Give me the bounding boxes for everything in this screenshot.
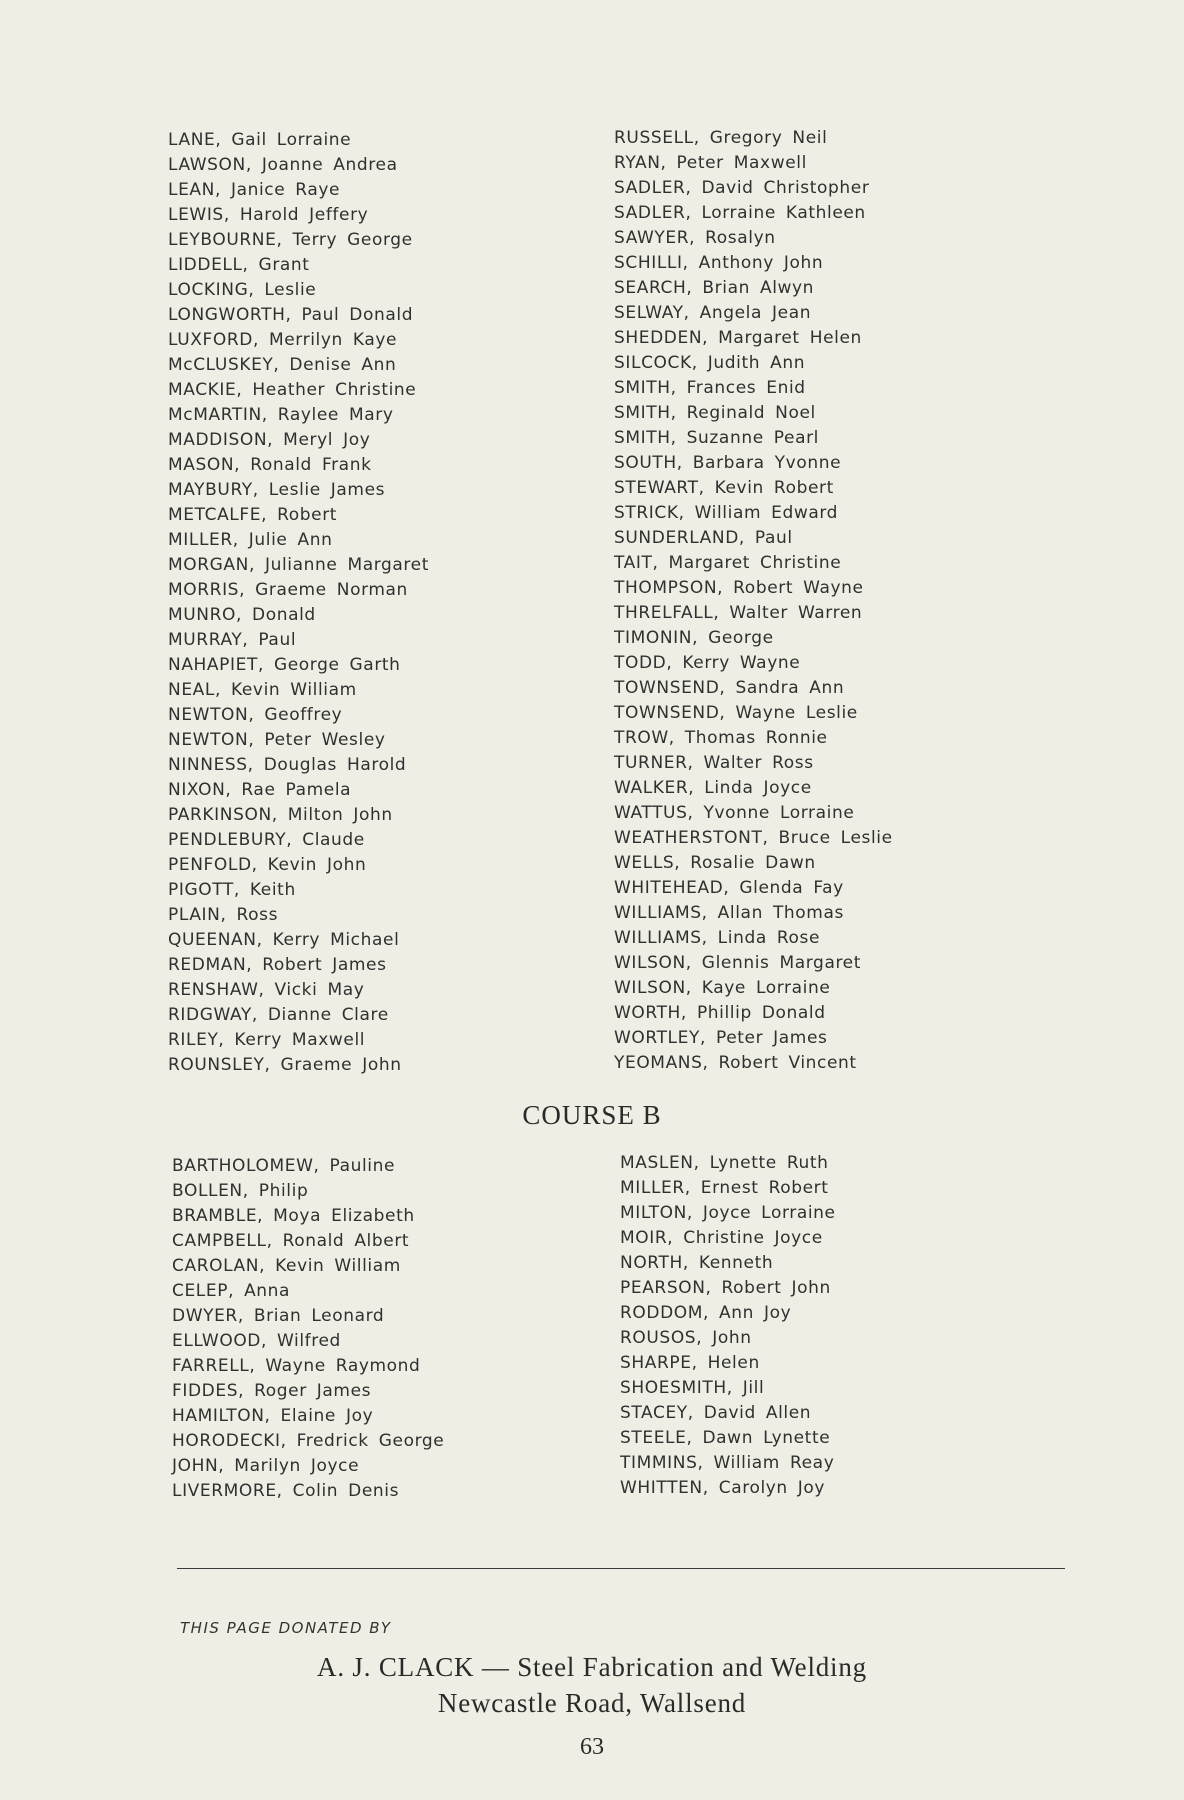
name-entry: DWYER, Brian Leonard <box>172 1306 385 1326</box>
name-entry: SAWYER, Rosalyn <box>614 228 776 248</box>
name-entry: HORODECKI, Fredrick George <box>172 1431 445 1451</box>
name-entry: TOWNSEND, Wayne Leslie <box>614 703 858 723</box>
name-entry: RIDGWAY, Dianne Clare <box>168 1005 389 1025</box>
course-b-left-column <box>172 1154 444 1504</box>
name-entry: BARTHOLOMEW, Pauline <box>172 1156 396 1176</box>
name-entry: YEOMANS, Robert Vincent <box>614 1053 857 1073</box>
name-entry: THRELFALL, Walter Warren <box>614 603 863 623</box>
donor-name: A. J. CLACK — Steel Fabrication and Welding <box>317 1652 867 1682</box>
name-entry: HAMILTON, Elaine Joy <box>172 1406 374 1426</box>
name-entry: WORTLEY, Peter James <box>614 1028 828 1048</box>
name-entry: RODDOM, Ann Joy <box>620 1303 792 1323</box>
name-entry: SCHILLI, Anthony John <box>614 253 824 273</box>
name-entry: McCLUSKEY, Denise Ann <box>168 355 397 375</box>
name-entry: WALKER, Linda Joyce <box>614 778 812 798</box>
name-entry: LAWSON, Joanne Andrea <box>168 155 398 175</box>
name-entry: PIGOTT, Keith <box>168 880 296 900</box>
name-entry: ROUSOS, John <box>620 1328 752 1348</box>
name-entry: TOWNSEND, Sandra Ann <box>614 678 845 698</box>
name-entry: RYAN, Peter Maxwell <box>614 153 807 173</box>
name-entry: THOMPSON, Robert Wayne <box>614 578 864 598</box>
name-entry: MACKIE, Heather Christine <box>168 380 417 400</box>
name-entry: BOLLEN, Philip <box>172 1181 309 1201</box>
name-entry: SEARCH, Brian Alwyn <box>614 278 815 298</box>
name-entry: SMITH, Suzanne Pearl <box>614 428 819 448</box>
name-entry: SHEDDEN, Margaret Helen <box>614 328 862 348</box>
name-entry: TROW, Thomas Ronnie <box>614 728 828 748</box>
name-entry: CAROLAN, Kevin William <box>172 1256 401 1276</box>
name-entry: MASON, Ronald Frank <box>168 455 372 475</box>
course-a-right-column <box>614 126 893 1076</box>
name-entry: MOIR, Christine Joyce <box>620 1228 823 1248</box>
name-entry: WEATHERSTONT, Bruce Leslie <box>614 828 893 848</box>
name-entry: CAMPBELL, Ronald Albert <box>172 1231 410 1251</box>
name-entry: WILSON, Glennis Margaret <box>614 953 862 973</box>
name-entry: WHITTEN, Carolyn Joy <box>620 1478 826 1498</box>
name-entry: WELLS, Rosalie Dawn <box>614 853 816 873</box>
name-entry: LEYBOURNE, Terry George <box>168 230 413 250</box>
name-entry: FIDDES, Roger James <box>172 1381 372 1401</box>
name-entry: TODD, Kerry Wayne <box>614 653 801 673</box>
name-entry: JOHN, Marilyn Joyce <box>172 1456 360 1476</box>
name-entry: NINNESS, Douglas Harold <box>168 755 407 775</box>
name-entry: NORTH, Kenneth <box>620 1253 774 1273</box>
name-entry: LEWIS, Harold Jeffery <box>168 205 369 225</box>
name-entry: MURRAY, Paul <box>168 630 297 650</box>
name-entry: NEWTON, Geoffrey <box>168 705 343 725</box>
course-b-heading: COURSE B <box>522 1100 662 1130</box>
name-entry: SILCOCK, Judith Ann <box>614 353 806 373</box>
name-entry: WATTUS, Yvonne Lorraine <box>614 803 855 823</box>
name-entry: LIDDELL, Grant <box>168 255 310 275</box>
name-entry: MADDISON, Meryl Joy <box>168 430 371 450</box>
name-entry: RUSSELL, Gregory Neil <box>614 128 828 148</box>
name-entry: METCALFE, Robert <box>168 505 338 525</box>
name-entry: STACEY, David Allen <box>620 1403 812 1423</box>
name-entry: SADLER, Lorraine Kathleen <box>614 203 866 223</box>
donor-address: Newcastle Road, Wallsend <box>437 1688 747 1718</box>
name-entry: QUEENAN, Kerry Michael <box>168 930 400 950</box>
name-entry: SMITH, Frances Enid <box>614 378 806 398</box>
name-entry: NEWTON, Peter Wesley <box>168 730 386 750</box>
name-entry: PEARSON, Robert John <box>620 1278 831 1298</box>
course-b-right-column <box>620 1151 836 1501</box>
name-entry: TURNER, Walter Ross <box>614 753 814 773</box>
name-entry: NIXON, Rae Pamela <box>168 780 352 800</box>
name-entry: LOCKING, Leslie <box>168 280 317 300</box>
name-entry: REDMAN, Robert James <box>168 955 387 975</box>
name-entry: SADLER, David Christopher <box>614 178 870 198</box>
name-entry: LONGWORTH, Paul Donald <box>168 305 414 325</box>
donated-by-label: THIS PAGE DONATED BY <box>180 1619 392 1637</box>
name-entry: MILLER, Julie Ann <box>168 530 333 550</box>
name-entry: SHOESMITH, Jill <box>620 1378 765 1398</box>
name-entry: TIMMINS, William Reay <box>620 1453 835 1473</box>
course-a-left-column <box>168 128 429 1078</box>
name-entry: TIMONIN, George <box>614 628 774 648</box>
name-entry: FARRELL, Wayne Raymond <box>172 1356 421 1376</box>
name-entry: TAIT, Margaret Christine <box>614 553 842 573</box>
name-entry: MILTON, Joyce Lorraine <box>620 1203 836 1223</box>
name-entry: LUXFORD, Merrilyn Kaye <box>168 330 398 350</box>
name-entry: CELEP, Anna <box>172 1281 291 1301</box>
name-entry: LEAN, Janice Raye <box>168 180 341 200</box>
name-entry: ROUNSLEY, Graeme John <box>168 1055 402 1075</box>
name-entry: STRICK, William Edward <box>614 503 839 523</box>
name-entry: PENDLEBURY, Claude <box>168 830 365 850</box>
name-entry: PENFOLD, Kevin John <box>168 855 367 875</box>
name-entry: MILLER, Ernest Robert <box>620 1178 829 1198</box>
name-entry: SELWAY, Angela Jean <box>614 303 812 323</box>
name-entry: WHITEHEAD, Glenda Fay <box>614 878 844 898</box>
name-entry: MORRIS, Graeme Norman <box>168 580 408 600</box>
name-entry: WILLIAMS, Allan Thomas <box>614 903 844 923</box>
name-entry: RENSHAW, Vicki May <box>168 980 365 1000</box>
name-entry: SMITH, Reginald Noel <box>614 403 816 423</box>
name-entry: PARKINSON, Milton John <box>168 805 393 825</box>
name-entry: MUNRO, Donald <box>168 605 316 625</box>
name-entry: LANE, Gail Lorraine <box>168 130 352 150</box>
name-entry: STEWART, Kevin Robert <box>614 478 834 498</box>
name-entry: NAHAPIET, George Garth <box>168 655 401 675</box>
name-entry: SHARPE, Helen <box>620 1353 760 1373</box>
name-entry: RILEY, Kerry Maxwell <box>168 1030 366 1050</box>
name-entry: MORGAN, Julianne Margaret <box>168 555 429 575</box>
page-number: 63 <box>580 1734 604 1760</box>
name-entry: STEELE, Dawn Lynette <box>620 1428 831 1448</box>
name-entry: SUNDERLAND, Paul <box>614 528 793 548</box>
name-entry: McMARTIN, Raylee Mary <box>168 405 394 425</box>
name-entry: WORTH, Phillip Donald <box>614 1003 826 1023</box>
name-entry: BRAMBLE, Moya Elizabeth <box>172 1206 415 1226</box>
name-entry: NEAL, Kevin William <box>168 680 357 700</box>
name-entry: ELLWOOD, Wilfred <box>172 1331 341 1351</box>
name-entry: MAYBURY, Leslie James <box>168 480 386 500</box>
name-entry: MASLEN, Lynette Ruth <box>620 1153 829 1173</box>
name-entry: WILLIAMS, Linda Rose <box>614 928 821 948</box>
name-entry: PLAIN, Ross <box>168 905 279 925</box>
name-entry: LIVERMORE, Colin Denis <box>172 1481 400 1501</box>
footer-divider <box>177 1568 1065 1569</box>
name-entry: SOUTH, Barbara Yvonne <box>614 453 842 473</box>
name-entry: WILSON, Kaye Lorraine <box>614 978 831 998</box>
